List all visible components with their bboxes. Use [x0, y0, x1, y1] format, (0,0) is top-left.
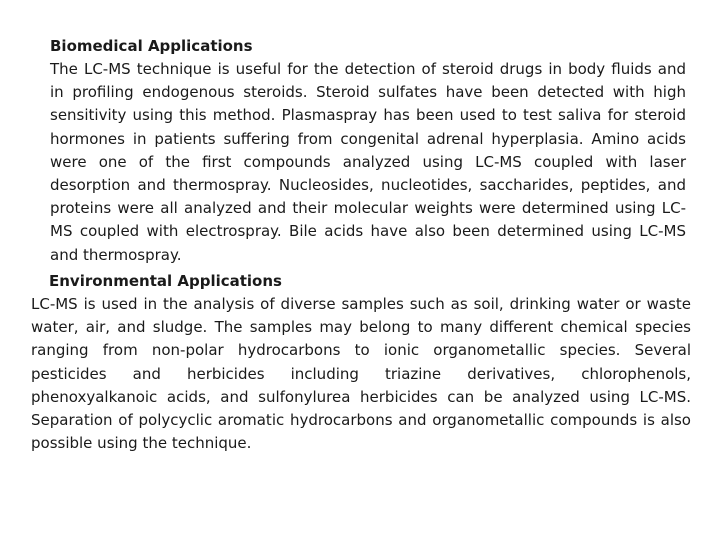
- environmental-paragraph: LC-MS is used in the analysis of diverse samples such as soil, drinking water or waste water, air, and sludge. The samples may belong to many different chemical species ranging from non-polar hydrocarbons to ionic organometallic species. Several pesticides and herbicides including triazine derivatives, chlorophenols, phenoxyalkanoic acids, and sulfonylurea herbicides can be analyzed using LC-MS. Separation of polycyclic aromatic hydrocarbons and organometallic compounds is also possible using the technique.: [31, 295, 691, 453]
- biomedical-paragraph: The LC-MS technique is useful for the detection of steroid drugs in body fluids and in profiling endogenous steroids. Steroid sulfates have been detected with high sensitivity using this method. Plasmaspray has been used to test saliva for steroid hormones in patients suffering from congenital adrenal hyperplasia. Amino acids were one of the first compounds analyzed using LC-MS coupled with laser desorption and thermospray. Nucleosides, nucleotides, saccharides, peptides, and proteins were all analyzed and their molecular weights were determined using LC-MS coupled with electrospray. Bile acids have also been determined using LC-MS and thermospray.: [50, 60, 686, 264]
- environmental-heading: Environmental Applications: [49, 272, 282, 290]
- biomedical-heading: Biomedical Applications: [50, 37, 253, 55]
- biomedical-section: [50, 35, 686, 267]
- environmental-section: [31, 270, 691, 455]
